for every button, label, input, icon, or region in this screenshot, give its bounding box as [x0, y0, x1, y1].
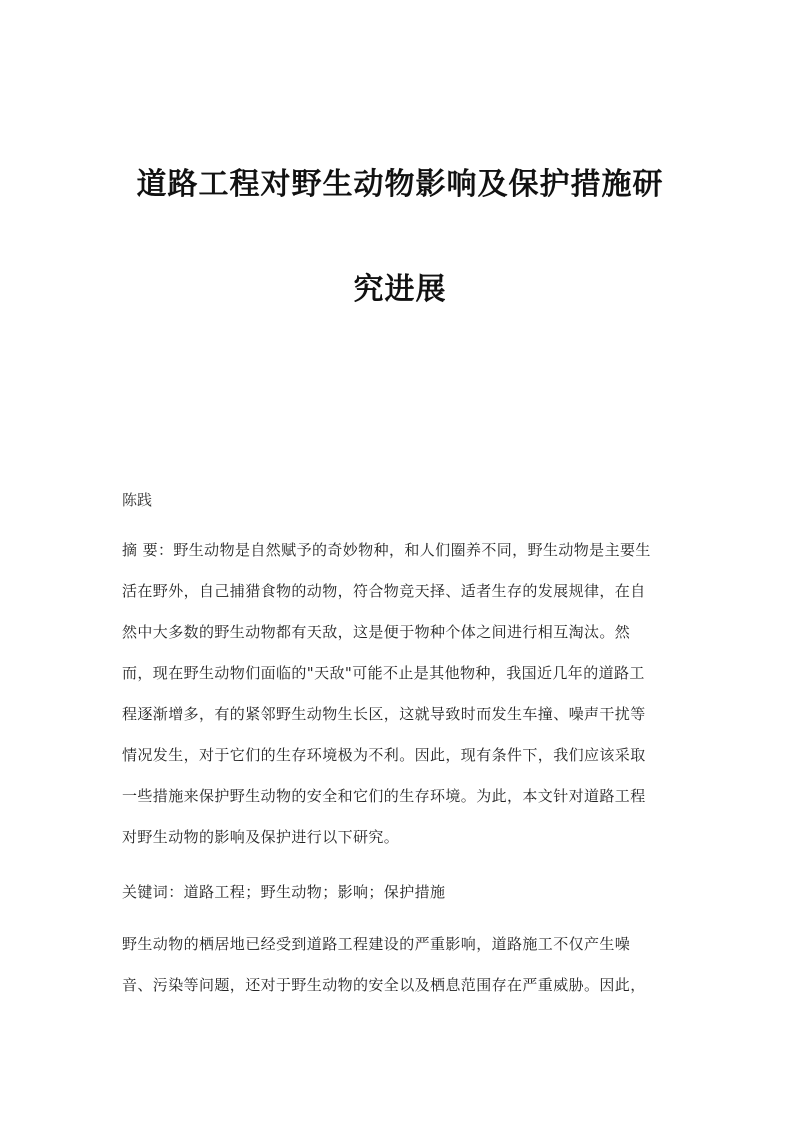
body-line: 野生动物的栖居地已经受到道路工程建设的严重影响，道路施工不仅产生噪 [122, 935, 631, 953]
keywords: 关键词：道路工程；野生动物；影响；保护措施 [122, 883, 446, 901]
author-name: 陈践 [122, 491, 153, 509]
abstract-line: 程逐渐增多，有的紧邻野生动物生长区，这就导致时而发生车撞、噪声干扰等 [122, 705, 646, 723]
body-paragraph [122, 932, 682, 1014]
abstract-line: 情况发生，对于它们的生存环境极为不利。因此，现有条件下，我们应该采取 [122, 746, 646, 764]
abstract-line: 然中大多数的野生动物都有天敌，这是便于物种个体之间进行相互淘汰。然 [122, 623, 631, 641]
abstract [122, 538, 682, 866]
abstract-line: 一些措施来保护野生动物的安全和它们的生存环境。为此，本文针对道路工程 [122, 787, 646, 805]
body-line: 音、污染等问题，还对于野生动物的安全以及栖息范围存在严重威胁。因此， [122, 976, 646, 994]
abstract-line: 而，现在野生动物们面临的"天敌"可能不止是其他物种，我国近几年的道路工 [122, 664, 645, 682]
title-line-2: 究进展 [353, 272, 447, 307]
abstract-line: 对野生动物的影响及保护进行以下研究。 [122, 828, 400, 846]
title-line-1: 道路工程对野生动物影响及保护措施研 [136, 167, 664, 202]
abstract-line: 摘 要：野生动物是自然赋予的奇妙物种，和人们圈养不同，野生动物是主要生 [122, 541, 651, 559]
abstract-line: 活在野外，自己捕猎食物的动物，符合物竞天择、适者生存的发展规律，在自 [122, 582, 646, 600]
